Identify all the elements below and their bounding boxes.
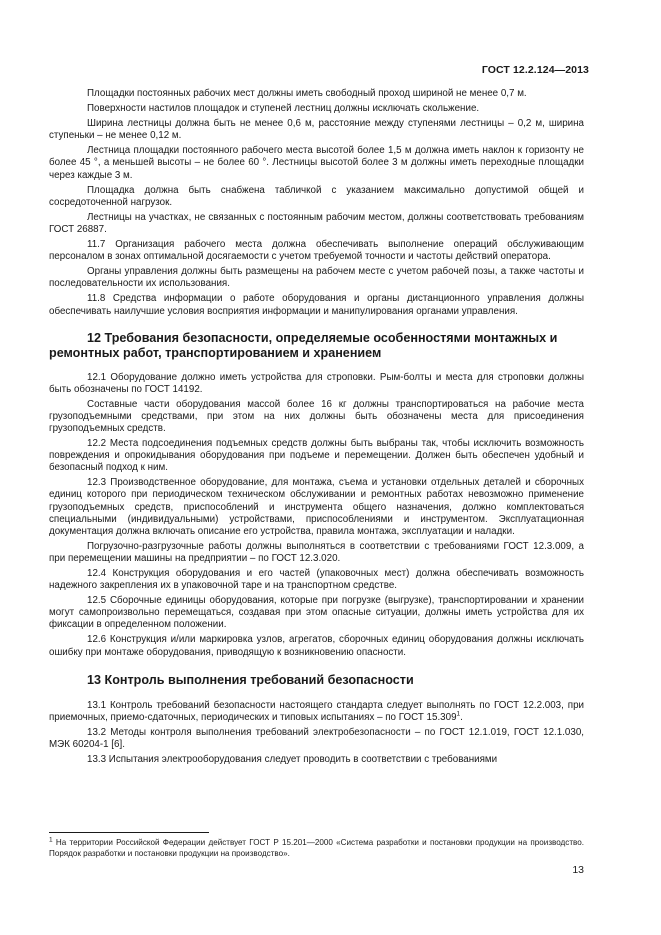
section-12-heading: 12 Требования безопасности, определяемые особенностями монтажных и ремонтных работ, транспортированием и хранением — [49, 330, 558, 360]
page-number: 13 — [572, 864, 584, 876]
footnote-divider — [49, 832, 209, 833]
clause-13-1-text: 13.1 Контроль требований безопасности настоящего стандарта следует выполнять по ГОСТ 12.2.003, при приемочных, приемо-сдаточных, периодических и типовых испытаниях – по ГОСТ 15.309 — [49, 699, 584, 723]
clause-13-1-end: . — [460, 711, 463, 723]
clause-13-1 — [49, 700, 584, 724]
paragraph: Составные части оборудования массой более 16 кг должны транспортироваться на рабочие места грузоподъемными средствами, при этом на них должны быть обозначены места для присоединения грузоподъемных средств. — [49, 398, 584, 434]
paragraph: Лестницы на участках, не связанных с постоянным рабочим местом, должны соответствовать требованиям ГОСТ 26887. — [49, 211, 584, 235]
clause-12-2: 12.2 Места подсоединения подъемных средств должны быть выбраны так, чтобы исключить возможность повреждения и опрокидывания оборудования при подъеме и перемещении. Должен быть обеспечен удобный и безопасный подход к ним. — [49, 438, 584, 474]
clause-13-2: 13.2 Методы контроля выполнения требований электробезопасности – по ГОСТ 12.1.019, ГОСТ 12.1.030, МЭК 60204-1 [6]. — [49, 726, 584, 750]
page-body — [49, 88, 584, 769]
clause-13-3: 13.3 Испытания электрооборудования следует проводить в соответствии с требованиями — [87, 754, 498, 766]
clause-12-1: 12.1 Оборудование должно иметь устройства для строповки. Рым-болты и места для строповки должны быть обозначены по ГОСТ 14192. — [49, 371, 584, 395]
paragraph: Площадки постоянных рабочих мест должны иметь свободный проход шириной не менее 0,7 м. — [87, 88, 527, 99]
document-code-header: ГОСТ 12.2.124—2013 — [481, 64, 589, 76]
clause-11-7: 11.7 Организация рабочего места должна обеспечивать выполнение операций обслуживающим персоналом в зонах оптимальной досягаемости с учетом требуемой точности и частоты действий оператора. — [49, 239, 584, 263]
clause-12-6: 12.6 Конструкция и/или маркировка узлов, агрегатов, сборочных единиц оборудования должны исключать ошибку при монтаже оборудования, приводящую к возникновению опасности. — [49, 634, 584, 658]
section-13-heading: 13 Контроль выполнения требований безопасности — [87, 672, 414, 687]
paragraph: Поверхности настилов площадок и ступеней лестниц должны исключать скольжение. — [87, 103, 480, 115]
footnote-reference: 1 — [456, 710, 461, 718]
paragraph: Лестница площадки постоянного рабочего места высотой более 1,5 м должна иметь наклон к горизонту не более 45 °, а меньшей высоты – не более 60 °. Лестницы высотой более 3 м должны иметь переходные площадки через каждые 3 м. — [49, 145, 584, 181]
paragraph: Ширина лестницы должна быть не менее 0,6 м, расстояние между ступенями лестницы – 0,2 м, ширина ступеньки – не менее 0,12 м. — [49, 118, 584, 142]
clause-12-4: 12.4 Конструкция оборудования и его частей (упаковочных мест) должна обеспечивать возможность надежного закрепления их в упаковочной таре и на транспортном средстве. — [49, 568, 584, 592]
clause-11-8: 11.8 Средства информации о работе оборудования и органы дистанционного управления должны обеспечивать наилучшие условия восприятия информации и манипулирования органами управления. — [49, 293, 584, 317]
paragraph: Погрузочно-разгрузочные работы должны выполняться в соответствии с требованиями ГОСТ 12.3.009, а при перемещении машины на предприятии – по ГОСТ 12.3.020. — [49, 540, 584, 564]
footnote-text: На территории Российской Федерации действует ГОСТ Р 15.201—2000 «Система разработки и постановки продукции на производство. Порядок разработки и постановки продукции на производство». — [49, 838, 584, 858]
paragraph: Органы управления должны быть размещены на рабочем месте с учетом рабочей позы, а также частоты и последовательности их использования. — [49, 266, 584, 290]
clause-12-5: 12.5 Сборочные единицы оборудования, которые при погрузке (выгрузке), транспортировании и хранении могут самопроизвольно перемещаться, создавая при этом опасные ситуации, должны иметь устройства для их фиксации в определенном положении. — [49, 595, 584, 631]
footnote-mark: 1 — [49, 836, 53, 844]
footnote — [49, 837, 584, 859]
paragraph: Площадка должна быть снабжена табличкой с указанием максимально допустимой общей и сосредоточенной нагрузок. — [49, 184, 584, 208]
clause-12-3: 12.3 Производственное оборудование, для монтажа, съема и установки отдельных деталей и сборочных единиц которого при периодическом техническом обслуживании и ремонтных работах невозможно применение грузоподъемных средств, приспособлений и инструмента общего назначения, должно комплектоваться специальными (индивидуальными) устройствами, приспособлениями и инструментом. Эксплуатационная документация должна включать описание его устройства, правила монтажа, эксплуатации и наладки. — [49, 477, 584, 537]
